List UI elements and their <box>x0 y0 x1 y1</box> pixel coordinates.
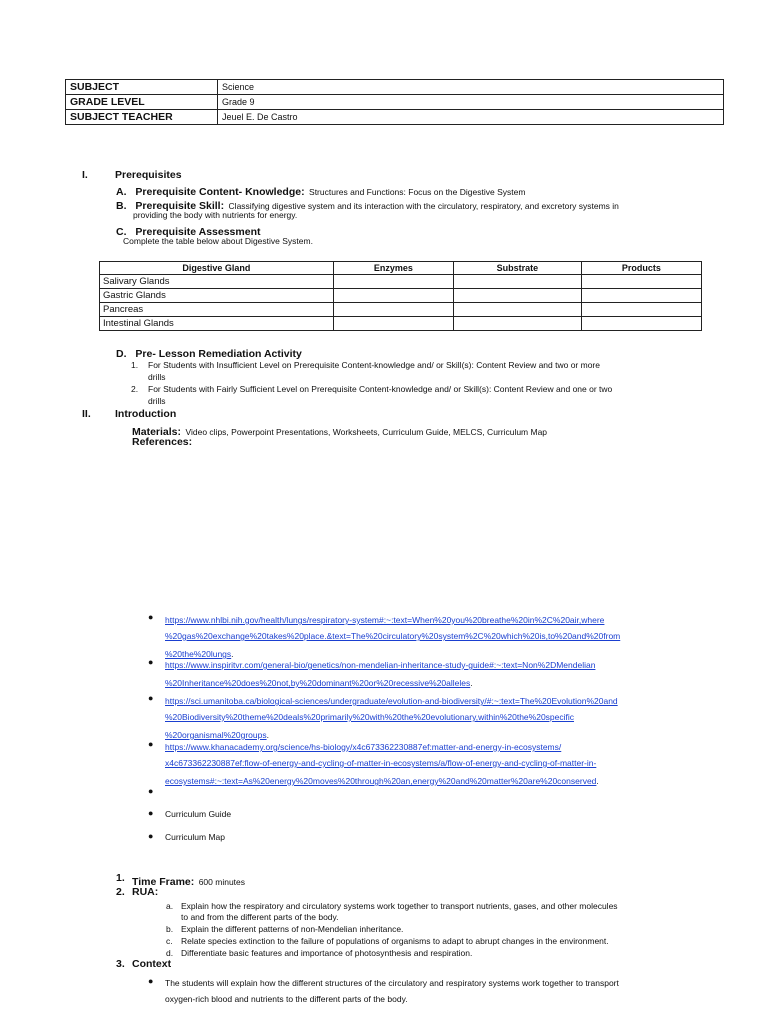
column-header: Products <box>581 262 701 275</box>
time-frame-value: 600 minutes <box>198 877 246 887</box>
subject-label: SUBJECT <box>66 80 218 95</box>
link-line[interactable]: https://sci.umanitoba.ca/biological-sciences/undergraduate/evolution-and-biodiversity/#:~:text=The%20Evolution%20and <box>165 696 618 706</box>
rua-marker-b: b. <box>166 924 174 934</box>
time-frame-marker: 1. <box>116 872 125 884</box>
materials-line <box>132 422 547 440</box>
link-line[interactable]: %20Inheritance%20does%20not,by%20dominant%20or%20recessive%20alleles <box>165 678 471 688</box>
link-line[interactable]: %20the%20lungs <box>165 649 232 659</box>
section-2-numeral: II. <box>82 408 91 420</box>
link-line[interactable]: %20organismal%20groups <box>165 730 267 740</box>
rua-item-b: Explain the different patterns of non-Mendelian inheritance. <box>181 924 404 934</box>
table-cell <box>581 275 701 289</box>
grade-level-value: Grade 9 <box>218 95 724 110</box>
reference-link-1[interactable]: https://www.nhlbi.nih.gov/health/lungs/respiratory-system#:~:text=When%20you%20breathe%20in%2C%20air,where %20gas%20exchange%20takes%20place.&text=The%20circulatory%20system%2C%20which%20is,to%20and%20from %20the%20lungs. <box>165 612 620 662</box>
prerequisite-skill-title: Prerequisite Skill: <box>135 200 225 212</box>
reference-link-2[interactable]: https://www.inspiritvr.com/general-bio/genetics/non-mendelian-inheritance-study-guide#:~:text=Non%2DMendelian %20Inheritance%20does%20not,by%20dominant%20or%20recessive%20alleles. <box>165 657 595 691</box>
bullet-icon: ● <box>148 976 154 986</box>
item-marker: C. <box>116 226 127 238</box>
table-row <box>100 275 702 289</box>
link-line[interactable]: %20gas%20exchange%20takes%20place.&text=The%20circulatory%20system%2C%20which%20is,to%20and%20from <box>165 631 621 641</box>
grade-level-label: GRADE LEVEL <box>66 95 218 110</box>
time-frame-label: Time Frame: <box>132 876 195 888</box>
subject-info-table <box>65 79 724 125</box>
prerequisite-assessment-title: Prerequisite Assessment <box>135 226 261 238</box>
bullet-icon: ● <box>148 693 154 703</box>
rua-item-d: Differentiate basic features and importance of photosynthesis and respiration. <box>181 948 473 958</box>
table-cell: Intestinal Glands <box>100 317 334 331</box>
remediation-item-1-line2: drills <box>148 372 166 382</box>
rua-item-a-line2: to and from the different parts of the body. <box>181 912 339 922</box>
remediation-marker-1: 1. <box>131 360 139 370</box>
rua-item-a-line1: Explain how the respiratory and circulatory systems work together to transport nutrients, gases, and other molecules <box>181 901 618 911</box>
table-row <box>100 317 702 331</box>
table-cell <box>453 303 581 317</box>
rua-item-c: Relate species extinction to the failure of populations of organisms to adapt to abrupt changes in the environment. <box>181 936 609 946</box>
link-line[interactable]: %20Biodiversity%20theme%20deals%20primarily%20with%20the%20evolutionary,within%20the%20specific <box>165 712 575 722</box>
table-cell <box>453 317 581 331</box>
table-cell <box>333 289 453 303</box>
subject-teacher-value: Jeuel E. De Castro <box>218 110 724 125</box>
table-cell: Gastric Glands <box>100 289 334 303</box>
item-marker: A. <box>116 186 127 198</box>
prerequisite-content-title: Prerequisite Content- Knowledge: <box>135 186 305 198</box>
remediation-marker-2: 2. <box>131 384 139 394</box>
bullet-icon: ● <box>148 808 154 818</box>
table-row <box>66 80 724 95</box>
table-cell <box>581 303 701 317</box>
table-cell <box>333 303 453 317</box>
table-cell: Salivary Glands <box>100 275 334 289</box>
rua-label: RUA: <box>132 886 159 898</box>
prerequisite-skill-text-line1: Classifying digestive system and its interaction with the circulatory, respiratory, and excretory systems in <box>228 201 619 211</box>
link-line[interactable]: x4c673362230887ef:flow-of-energy-and-cycling-of-matter-in-ecosystems/a/flow-of-energy-and-cycling-of-matter-in- <box>165 758 597 768</box>
remediation-item-2-line1: For Students with Fairly Sufficient Level on Prerequisite Content-knowledge and/ or Skill(s): Content Review and one or two <box>148 384 613 394</box>
prerequisite-assessment-text: Complete the table below about Digestive System. <box>123 236 313 246</box>
reference-link-4[interactable]: https://www.khanacademy.org/science/hs-biology/x4c673362230887ef:matter-and-energy-in-ecosystems/ x4c673362230887ef:flow-of-energy-and-cycling-of-matter-in-ecosystems/a/flow-of-energy-and-cycling-of-matter-in- ecosystems#:~:text=As%20energy%20moves%20through%20an,energy%20and%20matter%20are%20conserved. <box>165 739 599 789</box>
remediation-item-1-line1: For Students with Insufficient Level on Prerequisite Content-knowledge and/ or Skill(s): Content Review and two or more <box>148 360 600 370</box>
rua-marker-c: c. <box>166 936 173 946</box>
context-text-line2: oxygen-rich blood and nutrients to the different parts of the body. <box>165 994 408 1004</box>
subject-value: Science <box>218 80 724 95</box>
curriculum-map-item: Curriculum Map <box>165 832 225 842</box>
rua-marker-a: a. <box>166 901 174 911</box>
materials-label: Materials: <box>132 426 182 438</box>
table-row <box>100 303 702 317</box>
bullet-icon: ● <box>148 612 154 622</box>
context-text-line1: The students will explain how the different structures of the circulatory and respiratory systems work together to transport <box>165 978 619 988</box>
bullet-icon: ● <box>148 786 154 796</box>
item-marker: D. <box>116 348 127 360</box>
section-1-numeral: I. <box>82 169 88 181</box>
link-line[interactable]: https://www.khanacademy.org/science/hs-biology/x4c673362230887ef:matter-and-energy-in-ecosystems/ <box>165 742 562 752</box>
rua-marker: 2. <box>116 886 125 898</box>
table-row <box>66 110 724 125</box>
rua-marker-d: d. <box>166 948 174 958</box>
bullet-icon: ● <box>148 739 154 749</box>
curriculum-guide-item: Curriculum Guide <box>165 809 232 819</box>
prerequisite-content-text: Structures and Functions: Focus on the Digestive System <box>309 187 526 197</box>
table-row <box>66 95 724 110</box>
table-header-row <box>100 262 702 275</box>
context-marker: 3. <box>116 958 125 970</box>
remediation-item-2-line2: drills <box>148 396 166 406</box>
link-line[interactable]: ecosystems#:~:text=As%20energy%20moves%20through%20an,energy%20and%20matter%20are%20conserved <box>165 776 597 786</box>
prerequisite-skill-text-line2: providing the body with nutrients for energy. <box>133 210 298 220</box>
section-2-title: Introduction <box>115 408 177 420</box>
item-marker: B. <box>116 200 127 212</box>
table-cell <box>581 317 701 331</box>
link-line[interactable]: https://www.nhlbi.nih.gov/health/lungs/respiratory-system#:~:text=When%20you%20breathe%20in%2C%20air,where <box>165 615 605 625</box>
table-cell <box>581 289 701 303</box>
digestive-gland-table <box>99 261 702 331</box>
section-1-title: Prerequisites <box>115 169 182 181</box>
table-row <box>100 289 702 303</box>
subject-teacher-label: SUBJECT TEACHER <box>66 110 218 125</box>
materials-text: Video clips, Powerpoint Presentations, Worksheets, Curriculum Guide, MELCS, Curriculum Map <box>185 427 548 437</box>
column-header: Enzymes <box>333 262 453 275</box>
table-cell <box>333 317 453 331</box>
references-label: References: <box>132 436 193 448</box>
link-line[interactable]: https://www.inspiritvr.com/general-bio/genetics/non-mendelian-inheritance-study-guide#:~:text=Non%2DMendelian <box>165 660 596 670</box>
reference-link-3[interactable]: https://sci.umanitoba.ca/biological-sciences/undergraduate/evolution-and-biodiversity/#:~:text=The%20Evolution%20and %20Biodiversity%20theme%20deals%20primarily%20with%20the%20evolutionary,within%20the%20specific %20organismal%20groups. <box>165 693 618 743</box>
table-cell <box>453 289 581 303</box>
bullet-icon: ● <box>148 831 154 841</box>
table-cell <box>333 275 453 289</box>
bullet-icon: ● <box>148 657 154 667</box>
column-header: Digestive Gland <box>100 262 334 275</box>
table-cell: Pancreas <box>100 303 334 317</box>
column-header: Substrate <box>453 262 581 275</box>
table-cell <box>453 275 581 289</box>
context-label: Context <box>132 958 172 970</box>
remediation-title: Pre- Lesson Remediation Activity <box>135 348 302 360</box>
